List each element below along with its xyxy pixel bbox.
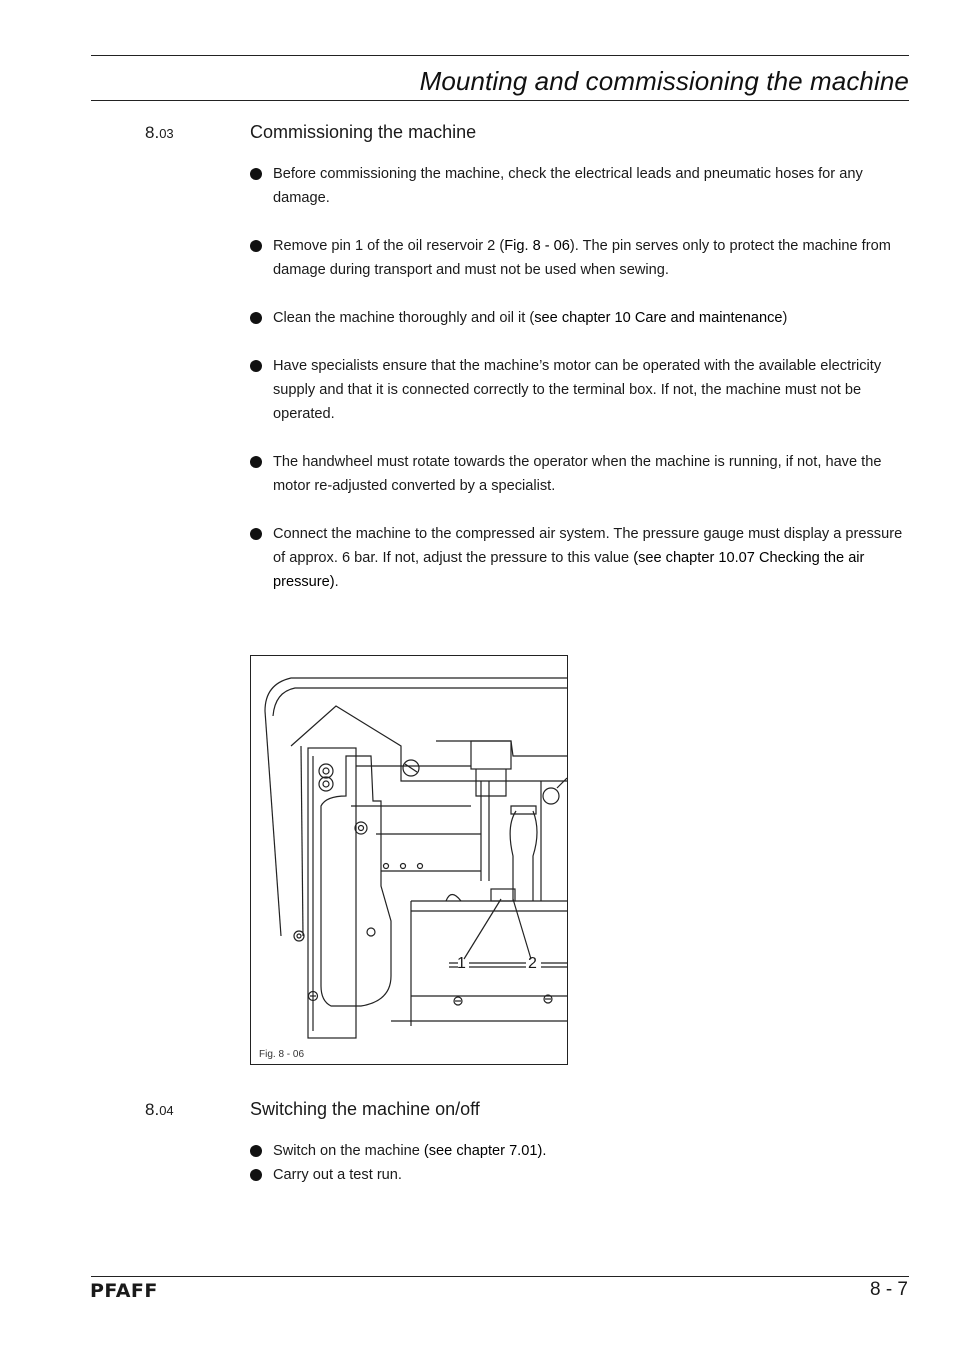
item-text: Switch on the machine [273,1143,424,1159]
list-item [250,450,910,498]
item-text: Remove pin [273,238,355,254]
pin-ref-number: 1 [354,238,364,254]
list-item [250,234,910,282]
bullet-icon [250,240,262,252]
reservoir-ref-number: 2 [487,238,496,254]
section-number-major: 8. [145,123,160,142]
section-title-804: Switching the machine on/off [250,1099,480,1119]
callout-label-2: 2 [528,955,537,972]
bullet-icon [250,456,262,468]
list-item [250,522,910,594]
section-number-803 [145,123,174,143]
bullet-icon [250,1145,262,1157]
chapter-reference: (see chapter 7.01). [423,1143,547,1159]
brand-logo: PFAFF [90,1280,158,1302]
item-text: Have specialists ensure that the machine’s motor can be operated with the available electricity supply and that it is connected correctly to the terminal box. If not, the machine must not be operated. [273,358,882,422]
header-top-rule [91,55,909,56]
item-text: Clean the machine thoroughly and oil it ( [273,310,535,326]
figure-caption: Fig. 8 - 06 [259,1049,305,1060]
item-text: Carry out a test run. [273,1167,402,1183]
machine-illustration [251,656,567,1064]
list-item [250,162,910,210]
list-item [250,1163,910,1187]
bullet-icon [250,528,262,540]
section-number-major: 8. [145,1100,160,1119]
chapter-title: Mounting and commissioning the machine [419,66,909,96]
item-text: Connect the machine to the compressed air system. The pressure gauge must display a pressure of approx. 6 bar. If not, adjust the pressure to this value [273,526,903,566]
chapter-reference: see chapter 10 Care and maintenance [534,310,783,326]
section-number-804 [145,1100,174,1120]
figure-8-06 [250,655,568,1065]
bullet-icon [250,168,262,180]
footer-rule [91,1276,909,1277]
chapter-reference: (see chapter 10.07 Checking the air pressure) [273,550,865,590]
section-title-803: Commissioning the machine [250,122,477,142]
switching-list [250,1139,910,1187]
header-bottom-rule [91,100,909,101]
callout-label-1: 1 [457,955,466,972]
item-text: of the oil reservoir [363,238,488,254]
bullet-icon [250,312,262,324]
bullet-icon [250,1169,262,1181]
list-item [250,306,910,330]
item-text: ) [782,310,788,326]
figure-reference: Fig. 8 - 06 [504,238,570,254]
list-item [250,1139,910,1163]
item-text: ( [495,238,505,254]
item-text: The handwheel must rotate towards the operator when the machine is running, if not, have the motor re-adjusted converted by a specialist. [273,454,882,494]
item-text: Before commissioning the machine, check the electrical leads and pneumatic hoses for any damage. [273,166,863,206]
commissioning-list [250,162,910,594]
section-number-minor: 04 [159,1103,174,1118]
item-text: ). The pin serves only to protect the machine from damage during transport and must not be used when sewing. [273,238,891,278]
section-number-minor: 03 [159,126,174,141]
item-text: . [334,574,339,590]
list-item [250,354,910,426]
bullet-icon [250,360,262,372]
page-number: 8 - 7 [869,1279,908,1300]
